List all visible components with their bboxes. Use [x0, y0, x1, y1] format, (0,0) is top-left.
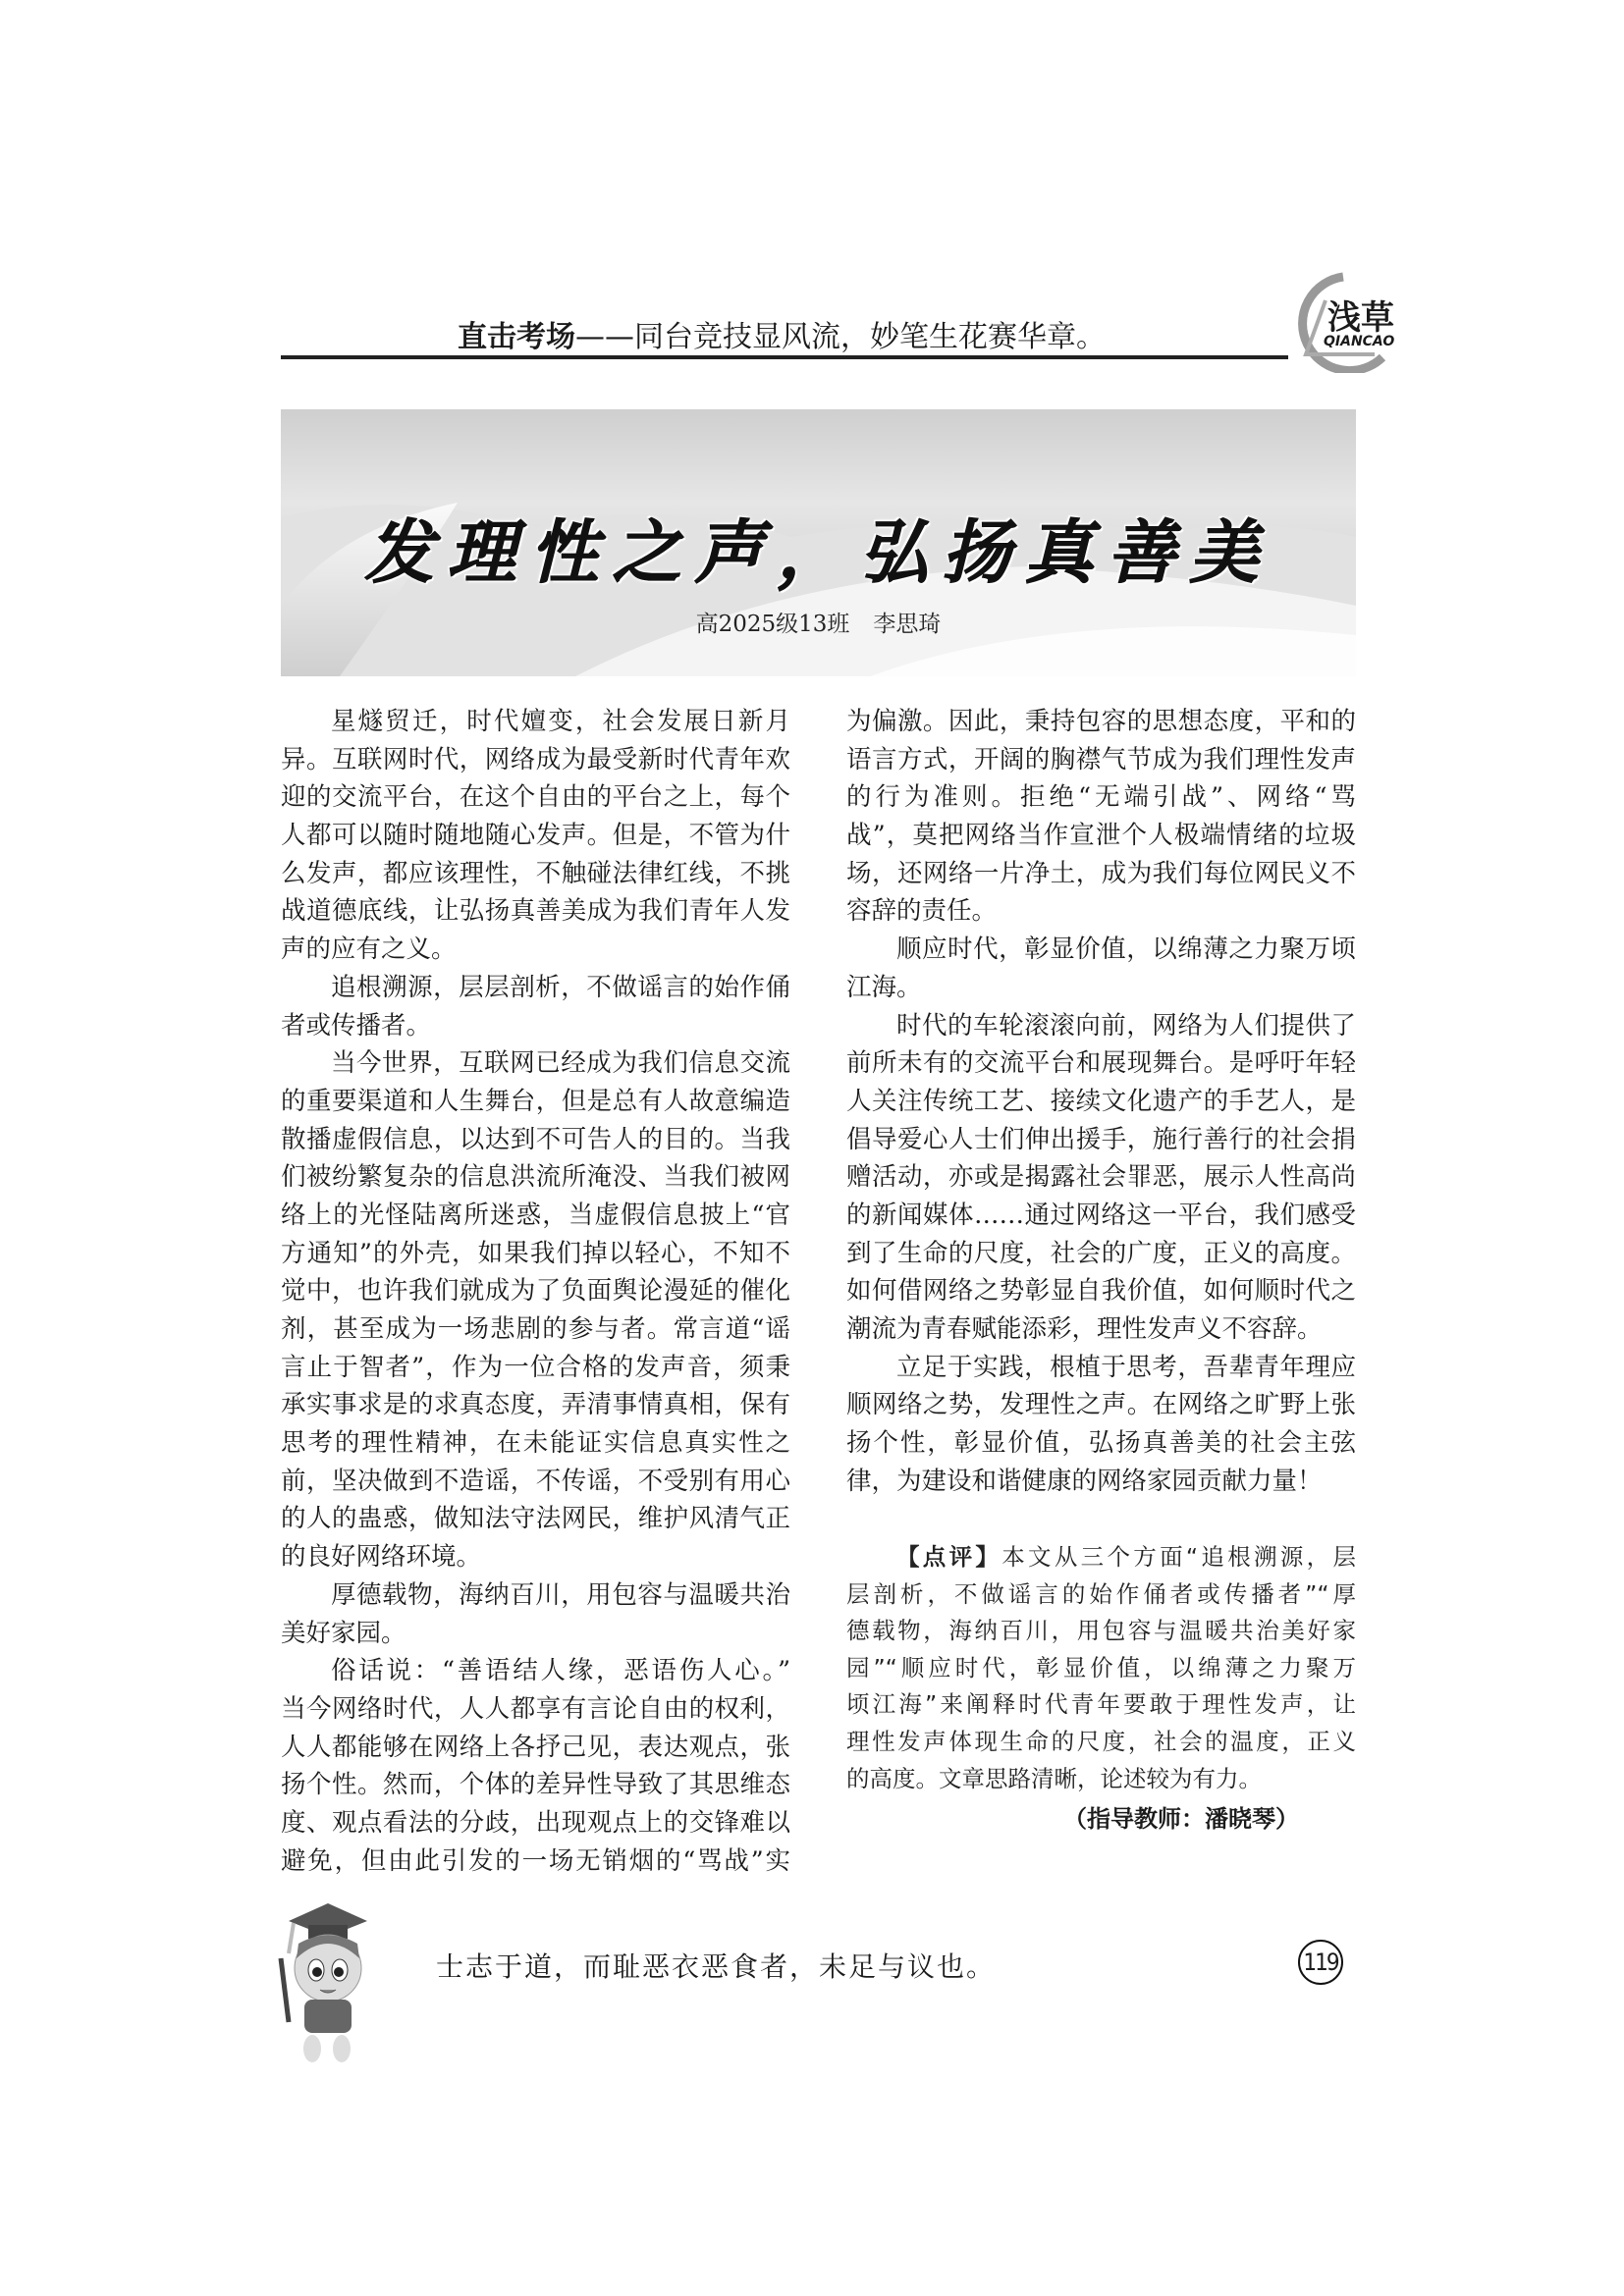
paragraph-line: 战道德底线，让弘扬真善美成为我们青年人发: [281, 896, 790, 927]
comment-line: [846, 1539, 1356, 1576]
paragraph-line: 扬个性，彰显价值，弘扬真善美的社会主弦: [846, 1428, 1356, 1459]
author-name: 李思琦: [873, 612, 942, 637]
paragraph-line: 么发声，都应该理性，不触碰法律红线，不挑: [281, 858, 790, 888]
comment-line: 层剖析，不做谣言的始作俑者或传播者”“厚: [846, 1579, 1356, 1608]
paragraph-line: 前，坚决做到不造谣，不传谣，不受别有用心: [281, 1466, 790, 1496]
paragraph-line: 的良好网络环境。: [281, 1542, 482, 1573]
paragraph-line: 江海。: [846, 972, 922, 1002]
paragraph-line: 觉中，也许我们就成为了负面舆论漫延的催化: [281, 1276, 790, 1307]
paragraph-line: 的重要渠道和人生舞台，但是总有人故意编造: [281, 1086, 790, 1116]
comment-tag: 【点评】: [896, 1543, 1002, 1571]
paragraph-line: 迎的交流平台，在这个自由的平台之上，每个: [281, 782, 790, 813]
logo-text-cn: 浅草: [1327, 298, 1394, 338]
paragraph-line: 的新闻媒体……通过网络这一平台，我们感受: [846, 1200, 1356, 1230]
paragraph-line: 人都可以随时随地随心发声。但是，不管为什: [281, 821, 790, 851]
paragraph-line: 声的应有之义。: [281, 934, 457, 965]
article-right-column: [846, 703, 1356, 1500]
comment-line: 德载物，海纳百川，用包容与温暖共治美好家: [846, 1617, 1356, 1645]
paragraph-line: 顺应时代，彰显价值，以绵薄之力聚万顷: [896, 934, 1356, 965]
section-slogan: ——同台竞技显风流，妙笔生花赛华章。: [575, 320, 1106, 354]
comment-text: 本文从三个方面“追根溯源，层: [1001, 1543, 1356, 1571]
comment-line: 的高度。文章思路清晰，论述较为有力。: [846, 1764, 1262, 1792]
instructor-credit: （指导教师：潘晓琴）: [1063, 1805, 1299, 1833]
paragraph-line: 厚德载物，海纳百川，用包容与温暖共治: [331, 1579, 790, 1610]
paragraph-line: 为偏激。因此，秉持包容的思想态度，平和的: [846, 707, 1356, 736]
article-left-column: [281, 703, 790, 1880]
paragraph-line: 时代的车轮滚滚向前，网络为人们提供了: [896, 1010, 1356, 1041]
paragraph-line: 思考的理性精神，在未能证实信息真实性之: [281, 1428, 790, 1459]
paragraph-line: 场，还网络一片净土，成为我们每位网民义不: [846, 858, 1356, 888]
paragraph-line: 容辞的责任。: [846, 896, 998, 927]
comment-line: 园”“顺应时代，彰显价值，以绵薄之力聚万: [846, 1653, 1356, 1682]
paragraph-line: 战”，莫把网络当作宣泄个人极端情绪的垃圾: [846, 821, 1356, 851]
paragraph-line: 们被纷繁复杂的信息洪流所淹没、当我们被网: [281, 1162, 790, 1193]
paragraph-line: 语言方式，开阔的胸襟气节成为我们理性发声: [846, 744, 1356, 774]
paragraph-line: 人人都能够在网络上各抒己见，表达观点，张: [281, 1732, 790, 1762]
author-class: 高2025级13班: [695, 612, 850, 637]
paragraph-line: 剂，甚至成为一场悲剧的参与者。常言道“谣: [281, 1314, 790, 1344]
paragraph-line: 的人的蛊惑，做知法守法网民，维护风清气正: [281, 1504, 790, 1534]
paragraph-line: 追根溯源，层层剖析，不做谣言的始作俑: [331, 972, 790, 1002]
paragraph-line: 者或传播者。: [281, 1010, 432, 1041]
graduate-mascot-icon: [269, 1899, 382, 2066]
paragraph-line: 到了生命的尺度，社会的广度，正义的高度。: [846, 1238, 1356, 1268]
header-rule: [281, 355, 1288, 359]
paragraph-line: 倡导爱心人士们伸出援手，施行善行的社会捐: [846, 1124, 1356, 1154]
paragraph-line: 言止于智者”，作为一位合格的发声音，须秉: [281, 1352, 790, 1382]
paragraph-line: 的行为准则。拒绝“无端引战”、网络“骂: [846, 782, 1356, 813]
paragraph-line: 人关注传统工艺、接续文化遗产的手艺人，是: [846, 1086, 1356, 1116]
paragraph-line: 异。互联网时代，网络成为最受新时代青年欢: [281, 744, 790, 774]
paragraph-line: 承实事求是的求真态度，弄清事情真相，保有: [281, 1390, 790, 1420]
paragraph-line: 方通知”的外壳，如果我们掉以轻心，不知不: [281, 1238, 790, 1268]
paragraph-line: 赠活动，亦或是揭露社会罪恶，展示人性高尚: [846, 1162, 1356, 1193]
paragraph-line: 如何借网络之势彰显自我价值，如何顺时代之: [846, 1276, 1356, 1307]
footer-quote: 士志于道，而耻恶衣恶食者，未足与议也。: [436, 1950, 997, 1983]
comment-line: 顷江海”来阐释时代青年要敢于理性发声，让: [846, 1690, 1356, 1719]
paragraph-line: 度、观点看法的分歧，出现观点上的交锋难以: [281, 1807, 790, 1838]
section-name: 直击考场: [458, 320, 575, 354]
paragraph-line: 俗话说：“善语结人缘，恶语伤人心。”: [331, 1656, 790, 1686]
byline: [281, 606, 1356, 638]
comment-line: 理性发声体现生命的尺度，社会的温度，正义: [846, 1727, 1356, 1755]
paragraph-line: 顺网络之势，发理性之声。在网络之旷野上张: [846, 1390, 1356, 1420]
magazine-logo: [1267, 271, 1420, 373]
paragraph-line: 扬个性。然而，个体的差异性导致了其思维态: [281, 1770, 790, 1800]
logo-text-en: QIANCAO: [1324, 334, 1395, 349]
paragraph-line: 散播虚假信息，以达到不可告人的目的。当我: [281, 1124, 790, 1154]
editor-comment: [846, 1539, 1356, 1797]
paragraph-line: 美好家园。: [281, 1618, 406, 1648]
paragraph-line: 前所未有的交流平台和展现舞台。是呼吁年轻: [846, 1048, 1356, 1079]
paragraph-line: 潮流为青春赋能添彩，理性发声义不容辞。: [846, 1314, 1323, 1344]
title-banner: [281, 409, 1356, 676]
paragraph-line: 当今世界，互联网已经成为我们信息交流: [331, 1048, 790, 1079]
paragraph-line: 避免，但由此引发的一场无销烟的“骂战”实: [281, 1845, 790, 1876]
article-title: 发理性之声，弘扬真善美: [364, 511, 1272, 593]
page-number: 119: [1298, 1940, 1343, 1985]
paragraph-line: 络上的光怪陆离所迷惑，当虚假信息披上“官: [281, 1200, 790, 1230]
paragraph-line: 立足于实践，根植于思考，吾辈青年理应: [896, 1352, 1356, 1382]
paragraph-line: 星燧贸迁，时代嬗变，社会发展日新月: [331, 707, 790, 736]
paragraph-line: 律，为建设和谐健康的网络家园贡献力量！: [846, 1466, 1323, 1496]
paragraph-line: 当今网络时代，人人都享有言论自由的权利，: [281, 1693, 790, 1724]
section-header: [458, 312, 1106, 355]
